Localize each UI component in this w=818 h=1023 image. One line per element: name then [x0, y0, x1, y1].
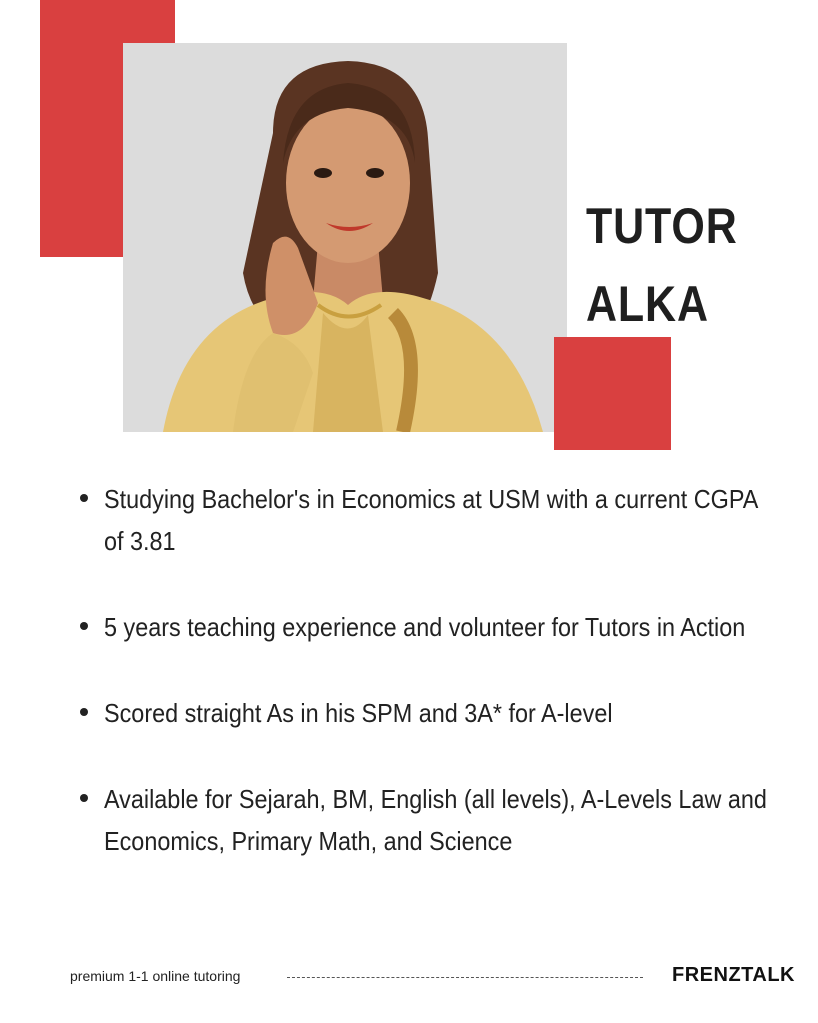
footer-tagline: premium 1-1 online tutoring: [70, 968, 241, 984]
list-item: [80, 778, 770, 862]
list-item-text: Scored straight As in his SPM and 3A* for A-level: [104, 698, 613, 728]
list-item: [80, 478, 770, 562]
footer-brand-logo: FRENZTALK: [672, 964, 795, 986]
bullet-icon: [80, 622, 88, 630]
list-item: [80, 692, 770, 734]
bullet-icon: [80, 708, 88, 716]
decorative-red-block-bottom: [554, 337, 671, 450]
bullet-icon: [80, 794, 88, 802]
list-item: [80, 606, 770, 648]
qualification-list: [80, 478, 770, 906]
title-line-1: TUTOR: [586, 198, 738, 254]
title-line-2: ALKA: [586, 275, 709, 332]
page-title: [586, 188, 738, 343]
tutor-portrait-photo: [123, 43, 567, 432]
bullet-icon: [80, 494, 88, 502]
tutor-photo: [123, 43, 567, 432]
list-item-text: Available for Sejarah, BM, English (all levels), A-Levels Law and Economics, Primary Math, and Science: [104, 784, 767, 856]
list-item-text: Studying Bachelor's in Economics at USM with a current CGPA of 3.81: [104, 484, 758, 556]
footer-divider: [287, 977, 643, 978]
list-item-text: 5 years teaching experience and volunteer for Tutors in Action: [104, 612, 746, 642]
